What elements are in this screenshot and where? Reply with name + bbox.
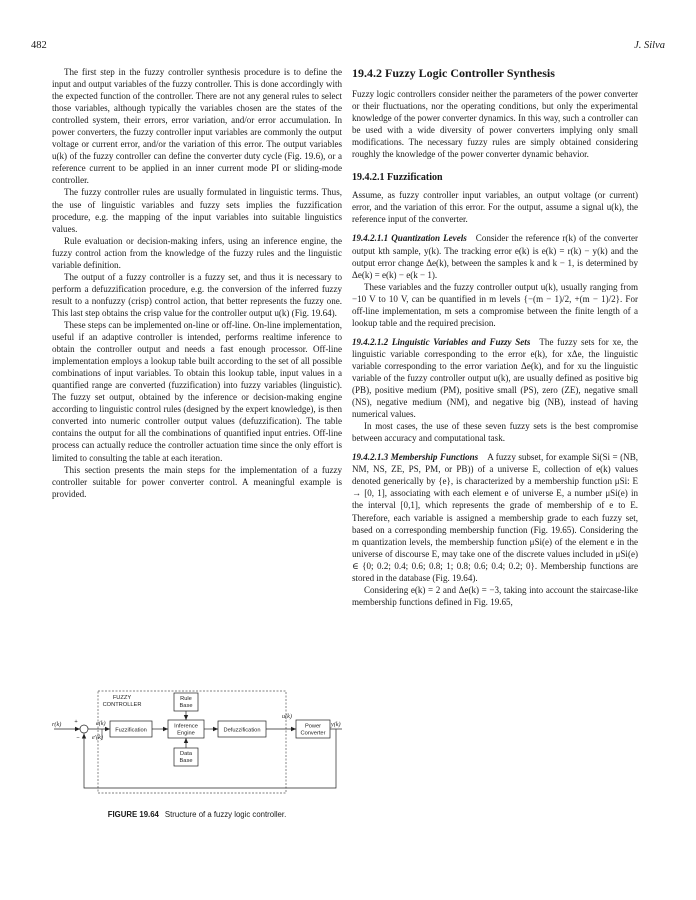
subsection-title: 19.4.2.1 Fuzzification [352,172,443,184]
paragraph: The fuzzy controller rules are usually formulated in linguistic terms. Thus, the use of linguistic variables and fuzzy sets implies the fuzzification procedure, e.g. the mapping of the input variables into suitable linguistics values. [52,187,342,234]
page-number: 482 [31,40,47,51]
caption-number: FIGURE 19.64 [107,810,159,819]
defuzzification-label: Defuzzification [223,727,261,734]
u-k-label: u(k) [282,713,292,720]
paragraph-title: 19.4.2.1.2 Linguistic Variables and Fuzzy Sets [352,336,531,347]
paragraph [352,336,638,420]
rule-base-label-1: Rule [180,696,192,702]
power-converter-label-1: Power [304,723,322,730]
inference-label-2: Engine [177,730,195,737]
paragraph [352,232,638,280]
plus-sign: + [74,719,78,725]
controller-label-1: FUZZY [112,695,132,701]
paragraph: Assume, as fuzzy controller input variables, an output voltage (or current) error, and the variation of this error. For the output, assume a signal u(k), the reference input of the converter. [352,190,638,225]
paragraph: In most cases, the use of these seven fuzzy sets is the best compromise between accuracy and computational task. [352,421,638,444]
e-k-label: e(k) [96,720,106,727]
figure-caption [52,810,342,819]
inference-label-1: Inference [174,723,198,730]
paragraph: Fuzzy logic controllers consider neither the parameters of the power converter or their fluctuations, nor the operating conditions, but only the experimental knowledge of the power converter dynamics. In this way, such a controller can be used with a wide diversity of power converters implying only small modifications. The necessary fuzzy rules are simply obtained considering roughly the knowledge of the power converter dynamic behavior. [352,89,638,160]
y-k-label: y(k) [331,721,341,728]
paragraph: This section presents the main steps for the implementation of a fuzzy controller suitable for power converter control. A meaningful example is provided. [52,464,342,499]
paragraph: The output of a fuzzy controller is a fuzzy set, and thus it is necessary to perform a defuzzification procedure, e.g. the conversion of the inferred fuzzy result to a nonfuzzy (crisp) control action, that better represents the fuzzy one. This last step obtains the crisp value for the controller output u(k) (Fig. 19.64). [52,271,342,318]
paragraph-title: 19.4.2.1.1 Quantization Levels [352,233,467,244]
running-head: J. Silva [634,40,665,51]
paragraph [352,451,638,584]
e-prime-k-label: e'(k) [92,734,103,741]
paragraph: These variables and the fuzzy controller output u(k), usually ranging from −10 V to 10 V, can be quantified in m levels {−(m − 1)/2, +(m − 1)/2}. For off-line implementation, m sets a compromise between the finite length of a lookup table and the required precision. [352,281,638,328]
paragraph-body: A fuzzy subset, for example Si(Si = (NB, NM, NS, ZE, PS, PM, or PB)) of a universe E, collection of e(k) values denoted generically by {e}, is characterized by a membership function μSi: E → [0, 1], associating with each element e of universe E, a number μSi(e) in the interval [0,1], which represents the grade of membership of e to E. Therefore, each variable is assigned a membership grade to each fuzzy set, based on a corresponding membership function (Fig. 19.65). Considering the m quantization levels, the membership function μSi(e) of the element e in the universe of discourse E, may take one of the discrete values included in μSi(e) ∈ {0; 0.2; 0.4; 0.6; 0.8; 1; 0.8; 0.6; 0.4; 0.2; 0}. Membership functions are stored in the database (Fig. 19.64). [352,452,639,583]
right-column [352,66,638,608]
r-k-label: r(k) [52,721,62,728]
fuzzy-controller-diagram [52,688,342,800]
controller-label-2: CONTROLLER [102,702,142,708]
paragraph: Considering e(k) = 2 and Δe(k) = −3, taking into account the staircase-like membership functions defined in Fig. 19.65, [352,584,638,607]
left-column [52,66,342,500]
paragraph: The first step in the fuzzy controller synthesis procedure is to define the input and output variables of the fuzzy controller. This is done accordingly with the expected function of the controller. There are not any general rules to select those variables, although typically the variables chosen are the states of the controlled system, their errors, error variation, and/or error accumulation. In power converters, the fuzzy controller input variables are commonly the output voltage or current error, and/or the variation of this error. The output variables u(k) of the fuzzy controller can define the converter duty cycle (Fig. 19.6), or a reference current to be applied in an inner current mode PI or sliding-mode controller. [52,67,342,186]
paragraph: These steps can be implemented on-line or off-line. On-line implementation, useful if an adaptive controller is intended, performs realtime inference to obtain the controller output and needs a fast enough processor. Off-line implementation employs a lookup table built according to the set of all possible combinations of input variables. To obtain this lookup table, input values in a quantified range are converted (fuzzification) into fuzzy variables (linguistic). The fuzzy set output, obtained by the inference or decision-making engine according to linguistic control rules (designed by the expert knowledge), is then converted into numeric controller output values (defuzzification). The table contains the output for all the combinations of quantified input entries. Off-line process can actually reduce the controller actuation time since the only effort is limited to consulting the table at each iteration. [52,319,342,463]
power-converter-label-2: Converter [300,730,326,737]
paragraph-body: The fuzzy sets for xe, the linguistic variable corresponding to the error e(k), for xΔe, the linguistic variable corresponding to the error variation Δe(k), and for xu the linguistic variable of the fuzzy controller output u(k), are usually defined as positive big (PB), positive medium (PM), positive small (PS), zero (ZE), negative small (NS), negative medium (NM), and negative big (NB), instead of having numerical values. [352,336,638,420]
data-base-label-2: Base [179,758,193,764]
rule-base-label-2: Base [179,703,193,709]
section-title: 19.4.2 Fuzzy Logic Controller Synthesis [352,66,555,80]
paragraph-title: 19.4.2.1.3 Membership Functions [352,452,479,463]
summing-junction [80,725,88,733]
fuzzification-label: Fuzzification [115,727,147,734]
data-base-label-1: Data [179,751,193,757]
caption-text: Structure of a fuzzy logic controller. [164,810,287,819]
paragraph: Rule evaluation or decision-making infers, using an inference engine, the fuzzy control action from the knowledge of the fuzzy rules and the linguistic variable definition. [52,235,342,270]
minus-sign: − [76,735,80,741]
paragraph-body: Consider the reference r(k) of the converter output kth sample, y(k). The tracking error e(k) is e(k) = r(k) − y(k) and the output error change Δe(k), between the samples k and k − 1, is determined by Δe(k) = e(k) − e(k − 1). [352,233,638,280]
